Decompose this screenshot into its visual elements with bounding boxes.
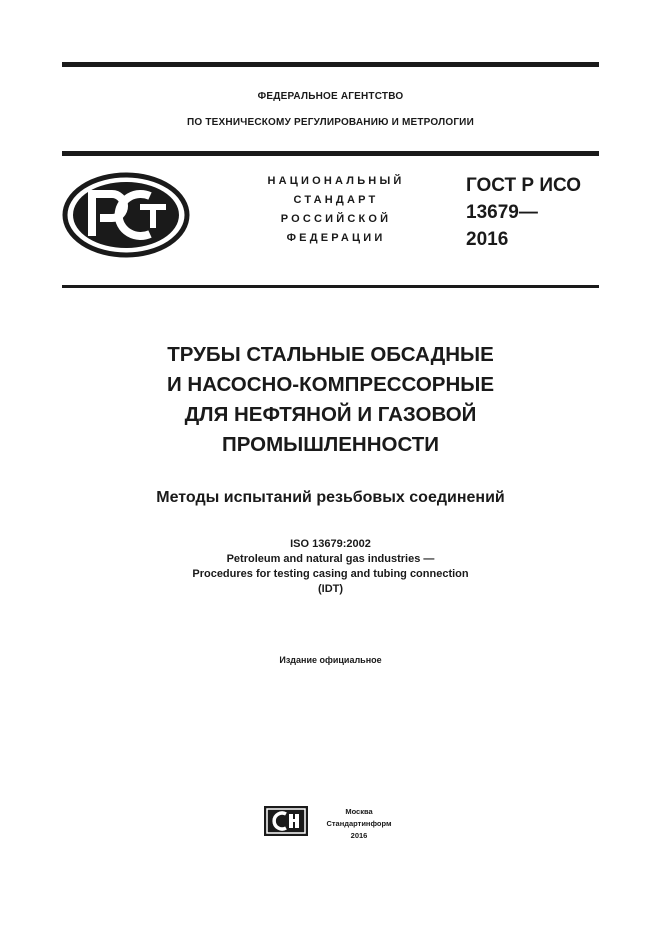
designation-rule	[62, 285, 599, 288]
publisher-name: Стандартинформ	[326, 819, 392, 828]
edition-label: Издание официальное	[279, 655, 382, 665]
title-line: ПРОМЫШЛЕННОСТИ	[222, 433, 439, 456]
document-title	[62, 340, 599, 460]
standard-designation	[466, 172, 581, 253]
publisher-year: 2016	[350, 831, 368, 840]
national-line: НАЦИОНАЛЬНЫЙ	[267, 175, 405, 187]
iso-line: ISO 13679:2002	[290, 538, 371, 550]
iso-line: (IDT)	[317, 583, 344, 595]
iso-reference	[62, 537, 599, 597]
header-rule	[62, 151, 599, 156]
standartinform-logo-icon	[264, 806, 308, 836]
title-line: ТРУБЫ СТАЛЬНЫЕ ОБСАДНЫЕ	[167, 343, 494, 366]
designation-line: ГОСТ Р ИСО	[466, 175, 582, 196]
national-line: РОССИЙСКОЙ	[280, 213, 392, 225]
national-line: СТАНДАРТ	[293, 194, 379, 206]
agency-line-1: ФЕДЕРАЛЬНОЕ АГЕНТСТВО	[257, 91, 404, 102]
agency-line-2: ПО ТЕХНИЧЕСКОМУ РЕГУЛИРОВАНИЮ И МЕТРОЛОГИИ	[187, 117, 474, 128]
title-line: И НАСОСНО-КОМПРЕССОРНЫЕ	[166, 373, 495, 396]
top-rule	[62, 62, 599, 67]
gost-r-logo-icon	[62, 172, 190, 258]
national-standard-label	[236, 172, 436, 248]
iso-line: Procedures for testing casing and tubing connection	[192, 568, 469, 580]
document-subtitle: Методы испытаний резьбовых соединений	[156, 489, 505, 506]
publisher-city: Москва	[345, 807, 373, 816]
national-line: ФЕДЕРАЦИИ	[286, 232, 386, 244]
title-line: ДЛЯ НЕФТЯНОЙ И ГАЗОВОЙ	[184, 403, 477, 426]
designation-line: 13679—	[466, 202, 538, 223]
designation-line: 2016	[466, 229, 509, 250]
publisher-block	[314, 806, 404, 842]
iso-line: Petroleum and natural gas industries —	[226, 553, 435, 565]
